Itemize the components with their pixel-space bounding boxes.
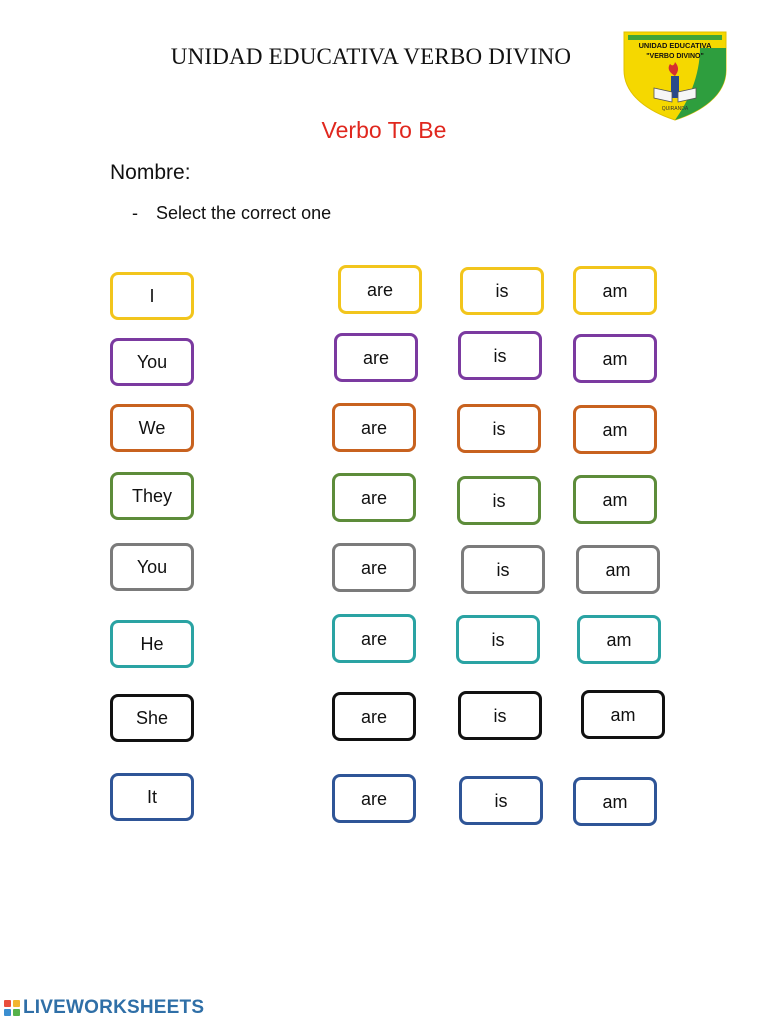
option-is-button[interactable]: is: [457, 476, 541, 525]
subject-box: She: [110, 694, 194, 742]
instruction-text: Select the correct one: [156, 203, 332, 223]
subject-box: I: [110, 272, 194, 320]
option-is-button[interactable]: is: [461, 545, 545, 594]
subject-box: You: [110, 543, 194, 591]
subject-box: He: [110, 620, 194, 668]
option-are-button[interactable]: are: [332, 473, 416, 522]
square-blue: [4, 1009, 11, 1016]
square-green: [13, 1009, 20, 1016]
option-am-button[interactable]: am: [573, 475, 657, 524]
option-are-button[interactable]: are: [332, 614, 416, 663]
school-crest-logo: [614, 26, 734, 122]
option-is-button[interactable]: is: [457, 404, 541, 453]
subject-box: We: [110, 404, 194, 452]
logo-line1: UNIDAD EDUCATIVA: [638, 41, 712, 50]
logo-bottom: QUIRANDA: [661, 106, 689, 112]
liveworksheets-logo: [4, 997, 204, 1019]
logo-line2: "VERBO DIVINO": [646, 53, 704, 60]
name-label: Nombre:: [110, 161, 191, 184]
square-yellow: [13, 1000, 20, 1007]
option-are-button[interactable]: are: [332, 403, 416, 452]
option-are-button[interactable]: are: [338, 265, 422, 314]
subject-box: They: [110, 472, 194, 520]
school-name: UNIDAD EDUCATIVA VERBO DIVINO: [170, 44, 572, 69]
option-is-button[interactable]: is: [458, 691, 542, 740]
option-am-button[interactable]: am: [573, 777, 657, 826]
option-is-button[interactable]: is: [456, 615, 540, 664]
instruction: [132, 203, 331, 224]
option-is-button[interactable]: is: [459, 776, 543, 825]
option-am-button[interactable]: am: [573, 334, 657, 383]
option-am-button[interactable]: am: [573, 266, 657, 315]
option-are-button[interactable]: are: [334, 333, 418, 382]
liveworksheets-squares-icon: [4, 1000, 20, 1016]
liveworksheets-brand: LIVEWORKSHEETS: [23, 997, 205, 1018]
option-am-button[interactable]: am: [581, 690, 665, 739]
instruction-dash: -: [132, 203, 138, 223]
subject-box: It: [110, 773, 194, 821]
option-is-button[interactable]: is: [460, 267, 544, 315]
option-are-button[interactable]: are: [332, 774, 416, 823]
option-am-button[interactable]: am: [573, 405, 657, 454]
option-is-button[interactable]: is: [458, 331, 542, 380]
option-are-button[interactable]: are: [332, 543, 416, 592]
option-am-button[interactable]: am: [577, 615, 661, 664]
option-are-button[interactable]: are: [332, 692, 416, 741]
worksheet-title: Verbo To Be: [321, 117, 447, 143]
subject-box: You: [110, 338, 194, 386]
option-am-button[interactable]: am: [576, 545, 660, 594]
square-red: [4, 1000, 11, 1007]
